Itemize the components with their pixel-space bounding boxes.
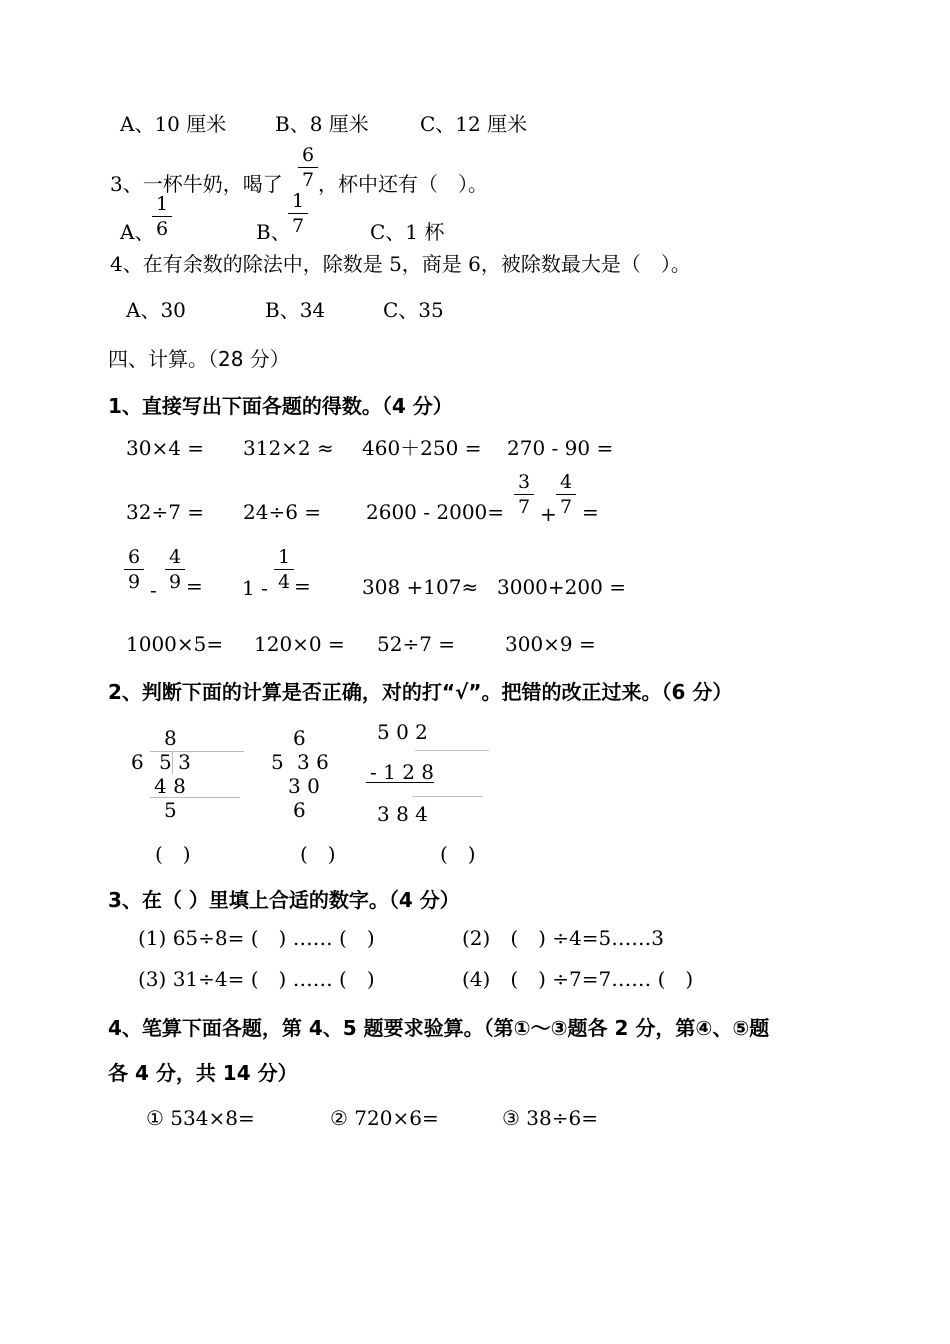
fraction-3-7 xyxy=(514,471,534,518)
division-remainder: 6 xyxy=(293,798,306,822)
fraction-numerator: 6 xyxy=(127,546,141,568)
subtraction-guide xyxy=(415,750,489,751)
option-c: C、12 厘米 xyxy=(420,112,528,136)
division-product: 4 8 xyxy=(154,774,186,798)
calc-item: 24÷6 = xyxy=(243,500,322,524)
fill-item: (1) 65÷8= ( ) …… ( ) xyxy=(138,926,375,950)
q3-text-before: 3、一杯牛奶，喝了 xyxy=(110,172,283,196)
q4-text: 4、在有余数的除法中，除数是 5，商是 6，被除数最大是（ ）。 xyxy=(110,252,691,276)
fraction-denominator: 7 xyxy=(291,215,305,237)
calc-item: 300×9 = xyxy=(505,632,596,656)
calc-item: 312×2 ≈ xyxy=(243,436,334,460)
division-dividend: 3 6 xyxy=(297,750,329,774)
q3-option-c: C、1 杯 xyxy=(370,220,445,244)
fill-item: (4) ( ) ÷7=7…… ( ) xyxy=(462,967,694,991)
plus-sign: + xyxy=(540,502,557,526)
fraction-denominator: 9 xyxy=(127,571,141,593)
q3-option-b-fraction xyxy=(288,190,308,237)
calc-item: 460＋250 = xyxy=(362,436,482,460)
section-title: 四、计算。（28 分） xyxy=(108,347,290,371)
fraction-numerator: 1 xyxy=(155,193,169,215)
fraction-numerator: 1 xyxy=(291,190,305,212)
fraction-denominator: 7 xyxy=(559,496,573,518)
part4-title-line1: 4、笔算下面各题，第 4、5 题要求验算。（第①～③题各 2 分，第④、⑤题 xyxy=(108,1016,770,1040)
fraction-numerator: 4 xyxy=(168,546,182,568)
division-divisor: 5 xyxy=(271,750,284,774)
fill-item: (3) 31÷4= ( ) …… ( ) xyxy=(138,967,375,991)
fraction-4-7 xyxy=(556,471,576,518)
fraction-denominator: 4 xyxy=(277,571,291,593)
q3-option-a-fraction xyxy=(152,193,172,240)
equals-sign: = xyxy=(186,574,203,598)
fraction-numerator: 1 xyxy=(277,546,291,568)
equals-sign: = xyxy=(582,500,599,524)
q3-option-a-label: A、 xyxy=(120,220,155,244)
q4-option-c: C、35 xyxy=(383,298,444,322)
part4-title-line2: 各 4 分，共 14 分） xyxy=(108,1061,298,1085)
part1-title: 1、直接写出下面各题的得数。（4 分） xyxy=(108,394,453,418)
fraction-6-9 xyxy=(124,546,144,593)
calc-item: 120×0 = xyxy=(254,632,345,656)
fraction-1-4 xyxy=(274,546,294,593)
fraction-numerator: 6 xyxy=(301,144,315,166)
division-dividend: 5 3 xyxy=(159,750,191,774)
part2-title: 2、判断下面的计算是否正确，对的打“√”。把错的改正过来。（6 分） xyxy=(108,680,733,704)
division-remainder: 5 xyxy=(164,798,177,822)
q4-option-b: B、34 xyxy=(265,298,326,322)
fraction-numerator: 3 xyxy=(517,471,531,493)
calc-item: 2600 - 2000= xyxy=(366,500,505,524)
fraction-denominator: 9 xyxy=(168,571,182,593)
option-a: A、10 厘米 xyxy=(120,112,227,136)
calc-item: 1000×5= xyxy=(126,632,224,656)
fraction-denominator: 6 xyxy=(155,218,169,240)
calc-item: 308 +107≈ xyxy=(362,575,479,599)
subtraction-subtrahend: - 1 2 8 xyxy=(370,760,435,784)
written-calc-item: ② 720×6= xyxy=(330,1106,439,1130)
division-quotient: 6 xyxy=(293,726,306,750)
equals-sign: = xyxy=(294,574,311,598)
q3-text-after: ，杯中还有（ ）。 xyxy=(318,172,488,196)
fraction-denominator: 7 xyxy=(517,496,531,518)
written-calc-item: ① 534×8= xyxy=(146,1106,255,1130)
option-b: B、8 厘米 xyxy=(275,112,369,136)
q3-fraction xyxy=(298,144,318,191)
fraction-4-9 xyxy=(165,546,185,593)
part3-title: 3、在（ ）里填上合适的数字。（4 分） xyxy=(108,888,460,912)
fill-item: (2) ( ) ÷4=5……3 xyxy=(462,926,664,950)
calc-item: 30×4 = xyxy=(126,436,205,460)
q3-option-b-label: B、 xyxy=(256,220,291,244)
subtraction-top: 5 0 2 xyxy=(377,720,428,744)
calc-item: 270 - 90 = xyxy=(507,436,614,460)
division-quotient: 8 xyxy=(164,726,177,750)
calc-item: 3000+200 = xyxy=(497,575,626,599)
answer-bracket[interactable]: ( ) xyxy=(155,842,191,866)
written-calc-item: ③ 38÷6= xyxy=(502,1106,598,1130)
calc-item: 32÷7 = xyxy=(126,500,205,524)
fraction-denominator: 7 xyxy=(301,169,315,191)
q4-option-a: A、30 xyxy=(126,298,186,322)
division-divisor: 6 xyxy=(131,750,144,774)
division-product: 3 0 xyxy=(288,774,320,798)
one-minus: 1 - xyxy=(242,576,268,600)
subtraction-guide xyxy=(412,796,482,797)
fraction-numerator: 4 xyxy=(559,471,573,493)
answer-bracket[interactable]: ( ) xyxy=(440,842,476,866)
subtraction-result: 3 8 4 xyxy=(377,802,428,826)
subtraction-line xyxy=(366,782,434,783)
answer-bracket[interactable]: ( ) xyxy=(300,842,336,866)
minus-sign: - xyxy=(150,578,157,602)
calc-item: 52÷7 = xyxy=(377,632,456,656)
